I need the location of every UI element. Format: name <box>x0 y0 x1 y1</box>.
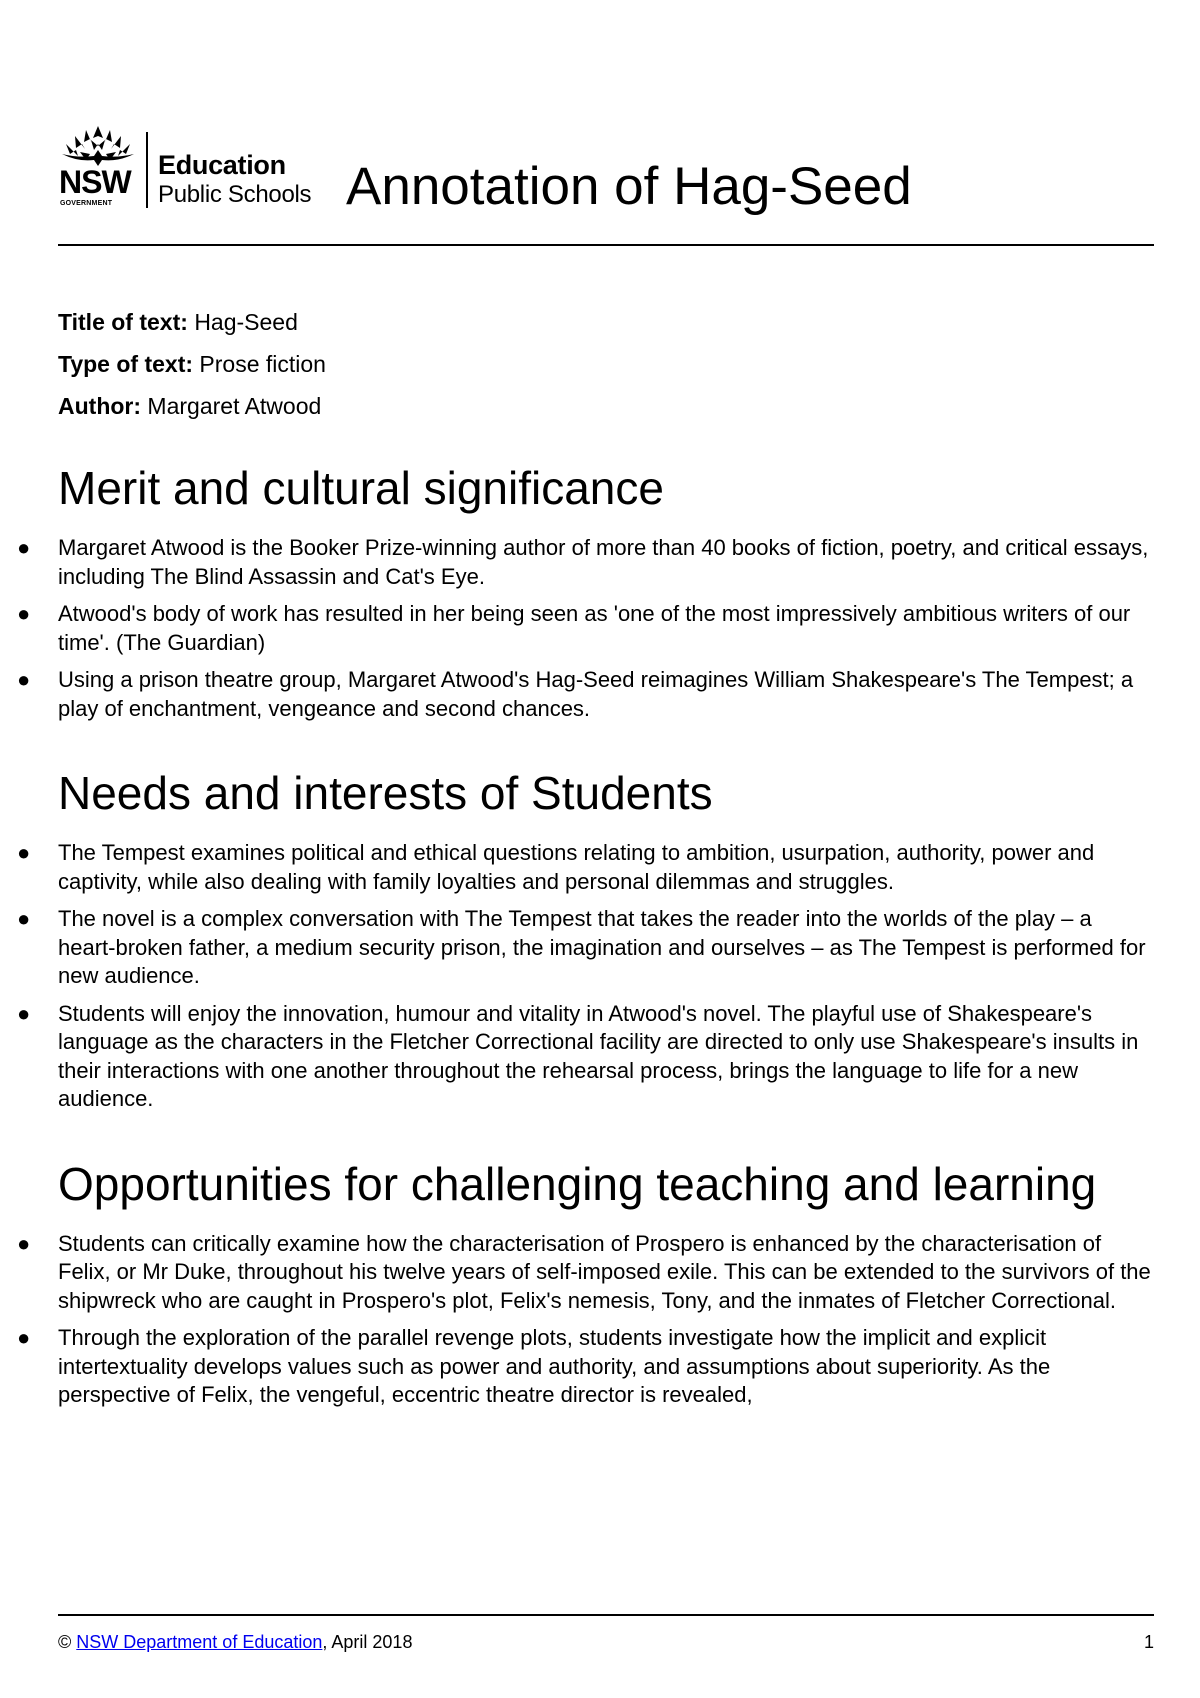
list-item-text: Students will enjoy the innovation, humour and vitality in Atwood's novel. The playful use of Shakespeare's language as the characters in the Fletcher Correctional facility are directed to only use Shakespeare's insults in their interactions with one another throughout the rehearsal process, brings the language to life for a new audience. <box>58 1000 1139 1111</box>
meta-author-label: Author: <box>58 393 142 419</box>
list-item <box>17 1324 1154 1410</box>
list-item <box>17 905 1154 991</box>
nsw-department-link[interactable]: NSW Department of Education <box>76 1632 323 1652</box>
footer-date: , April 2018 <box>322 1632 413 1652</box>
meta-title-line <box>58 308 1154 336</box>
list-item <box>17 600 1154 657</box>
list-item <box>17 1000 1154 1114</box>
list-item-text: Using a prison theatre group, Margaret Atwood's Hag-Seed reimagines William Shakespeare's The Tempest; a play of enchantment, vengeance and second chances. <box>58 667 1134 721</box>
logo-divider <box>146 132 148 208</box>
bullet-icon: ● <box>17 906 31 931</box>
bullet-icon: ● <box>17 840 31 865</box>
list-item-text: Through the exploration of the parallel revenge plots, students investigate how the implicit and explicit intertextuality develops values such as power and authority, and assumptions about superiority. As the perspective of Felix, the vengeful, eccentric theatre director is revealed, <box>58 1325 1051 1407</box>
meta-title-value: Hag-Seed <box>194 309 298 335</box>
logo-government-text: GOVERNMENT <box>60 200 113 207</box>
bullet-list-opportunities <box>17 1230 1154 1410</box>
list-item-text: Margaret Atwood is the Booker Prize-winning author of more than 40 books of fiction, poetry, and critical essays, including The Blind Assassin and Cat's Eye. <box>58 535 1149 589</box>
bullet-icon: ● <box>17 1230 31 1256</box>
list-item-text: Atwood's body of work has resulted in her being seen as 'one of the most impressively ambitious writers of our time'. (The Guardian) <box>58 601 1131 655</box>
meta-author-value: Margaret Atwood <box>147 393 322 419</box>
list-item-text: Students can critically examine how the characterisation of Prospero is enhanced by the characterisation of Felix, or Mr Duke, throughout his twelve years of self-imposed exile. This can be extended to the survivors of the shipwreck who are caught in Prospero's plot, Felix's nemesis, Tony, and the inmates of Fletcher Correctional. <box>58 1230 1151 1313</box>
meta-author-line <box>58 392 1154 420</box>
list-item <box>17 534 1154 591</box>
section-heading-needs: Needs and interests of Students <box>58 767 713 819</box>
list-item <box>17 1230 1154 1316</box>
meta-type-line <box>58 350 1154 378</box>
page-number: 1 <box>1143 1632 1154 1652</box>
list-item-text: The novel is a complex conversation with The Tempest that takes the reader into the worlds of the play – a heart-broken father, a medium security prison, the imagination and ourselves – as The Tempest is performed for new audience. <box>58 906 1146 988</box>
section-heading-opportunities: Opportunities for challenging teaching and learning <box>58 1157 1097 1210</box>
list-item <box>17 666 1154 723</box>
bullet-icon: ● <box>17 601 31 626</box>
footer-divider <box>58 1614 1154 1616</box>
bullet-icon: ● <box>17 1325 31 1350</box>
document-title: Annotation of Hag-Seed <box>346 157 912 216</box>
list-item-text: The Tempest examines political and ethical questions relating to ambition, usurpation, authority, power and captivity, while also dealing with family loyalties and personal dilemmas and struggles. <box>58 840 1095 894</box>
section-heading-merit: Merit and cultural significance <box>58 462 664 514</box>
document-content <box>17 460 1154 1452</box>
copyright-symbol: © <box>58 1632 77 1652</box>
bullet-list-merit <box>17 534 1154 723</box>
meta-title-label: Title of text: <box>58 309 188 335</box>
bullet-list-needs <box>17 839 1154 1114</box>
waratah-icon <box>58 124 138 168</box>
page-header <box>58 118 1154 228</box>
logo-nsw-text: NSW <box>59 164 131 200</box>
meta-type-label: Type of text: <box>58 351 194 377</box>
bullet-icon: ● <box>17 667 31 692</box>
meta-type-value: Prose fiction <box>199 351 326 377</box>
page-footer <box>58 1631 1154 1653</box>
text-metadata <box>58 308 1154 434</box>
bullet-icon: ● <box>17 1000 31 1026</box>
logo-public-schools-text: Public Schools <box>158 181 312 208</box>
logo-education-text: Education <box>158 150 286 180</box>
bullet-icon: ● <box>17 535 31 560</box>
list-item <box>17 839 1154 896</box>
header-divider <box>58 244 1154 246</box>
nsw-education-logo <box>58 124 338 214</box>
